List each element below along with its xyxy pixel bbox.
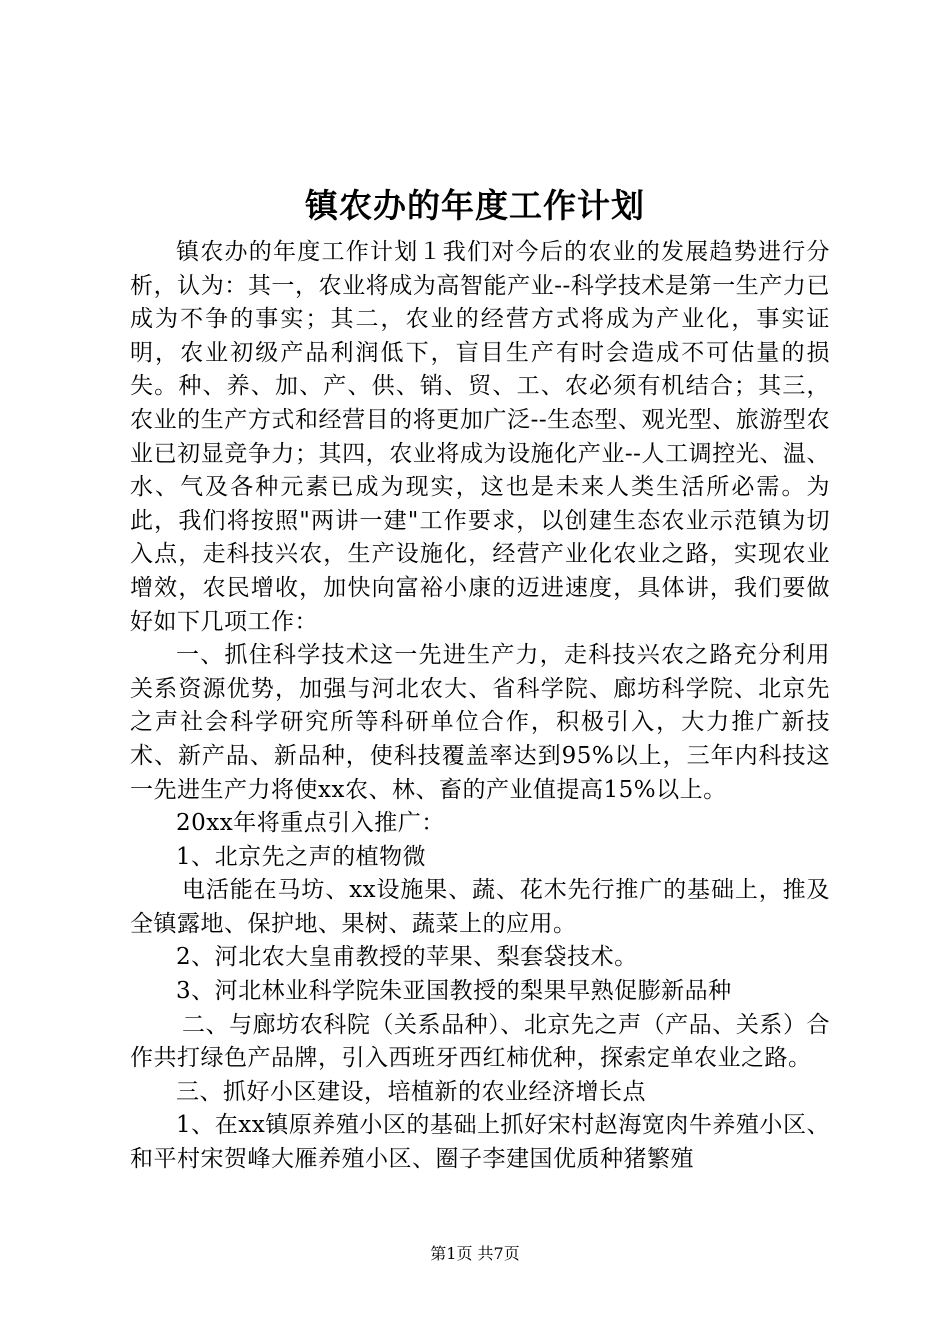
- paragraph-section-three: 三、抓好小区建设，培植新的农业经济增长点: [176, 1078, 646, 1105]
- paragraph-item-2: 2、河北农大皇甫教授的苹果、梨套袋技术。: [176, 944, 638, 971]
- paragraph-promotion-heading: 20xx年将重点引入推广：: [176, 810, 445, 837]
- paragraph-item-3: 3、河北林业科学院朱亚国教授的梨果早熟促膨新品种: [176, 978, 732, 1005]
- paragraph-section-one: 一、抓住科学技术这一先进生产力，走科技兴农之路充分利用关系资源优势，加强与河北农大、省科学院、廊坊科学院、北京先之声社会科学研究所等科研单位合作，积极引入，大力推广新技术、新产品、新品种，使科技覆盖率达到95%以上，三年内科技这一先进生产力将使xx农、林、畜的产业值提高15%以上。: [130, 642, 830, 803]
- document-body: [130, 236, 830, 1177]
- page-footer: 第1页 共7页: [430, 1244, 520, 1263]
- paragraph-section-three-item-1: 1、在xx镇原养殖小区的基础上抓好宋村赵海宽肉牛养殖小区、和平村宋贺峰大雁养殖小区、圈子李建国优质种猪繁殖: [130, 1112, 830, 1173]
- paragraph-intro: 镇农办的年度工作计划１我们对今后的农业的发展趋势进行分析，认为：其一，农业将成为高智能产业--科学技术是第一生产力已成为不争的事实；其二，农业的经营方式将成为产业化，事实证明，农业初级产品利润低下，盲目生产有时会造成不可估量的损失。种、养、加、产、供、销、贸、工、农必须有机结合；其三，农业的生产方式和经营目的将更加广泛--生态型、观光型、旅游型农业已初显竞争力；其四，农业将成为设施化产业--人工调控光、温、水、气及各种元素已成为现实，这也是未来人类生活所必需。为此，我们将按照"两讲一建"工作要求，以创建生态农业示范镇为切入点，走科技兴农，生产设施化，经营产业化农业之路，实现农业增效，农民增收，加快向富裕小康的迈进速度，具体讲，我们要做好如下几项工作：: [130, 239, 830, 635]
- document-title: 镇农办的年度工作计划: [305, 186, 645, 225]
- paragraph-item-1-continued: 电活能在马坊、xx设施果、蔬、花木先行推广的基础上，推及全镇露地、保护地、果树、蔬菜上的应用。: [130, 877, 830, 937]
- paragraph-section-two: 二、与廊坊农科院（关系品种）、北京先之声（产品、关系）合作共打绿色产品牌，引入西班牙西红柿优种，探索定单农业之路。: [130, 1011, 830, 1072]
- paragraph-item-1: 1、北京先之声的植物微: [176, 843, 427, 870]
